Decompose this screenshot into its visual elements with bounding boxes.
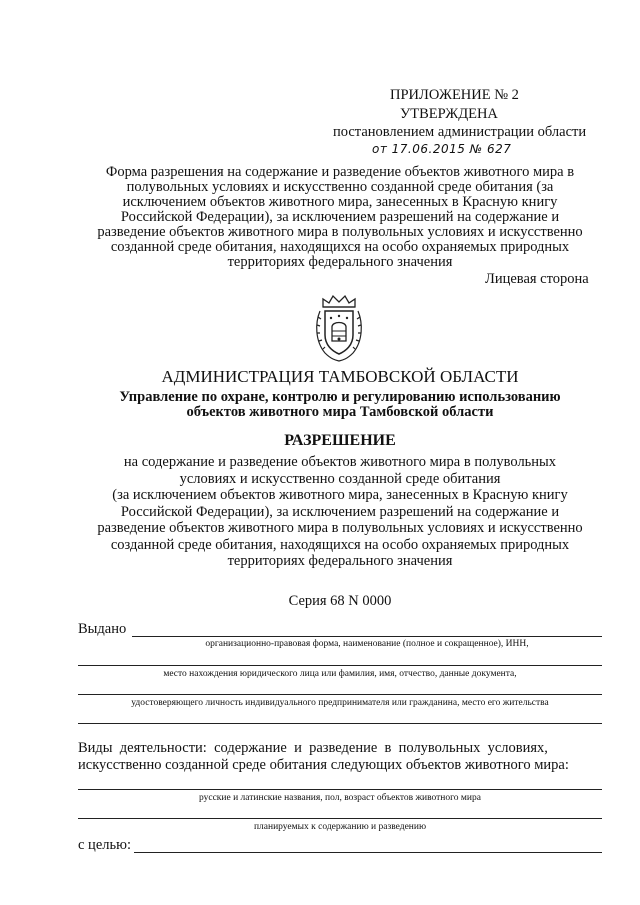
permit-subtitle-line: созданной среде обитания, находящихся на особо охраняемых природных [110,536,570,553]
form-title-line: Российской Федерации), за исключением разрешений на содержание и [120,209,560,225]
permit-subtitle-line: Российской Федерации), за исключением разрешений на содержание и [120,503,560,520]
activity-line: Виды деятельности: содержание и разведение в полувольных условиях, [78,740,548,756]
department-line: Управление по охране, контролю и регулированию использованию [119,389,561,405]
issued-line[interactable] [78,694,602,695]
purpose-line[interactable] [134,852,602,853]
issued-label: Выдано [78,621,127,637]
issued-hint: организационно-правовая форма, наименование (полное и сокращенное), ИНН, [205,639,529,649]
decree-label: постановлением администрации области [333,124,587,140]
department-line: объектов животного мира Тамбовской области [186,404,494,420]
approved-label: УТВЕРЖДЕНА [400,106,498,122]
tambov-coat-of-arms-icon [313,293,365,363]
permit-subtitle-line: на содержание и разведение объектов животного мира в полувольных [123,454,557,470]
appendix-number: ПРИЛОЖЕНИЕ № 2 [390,87,519,103]
species-hint: русские и латинские названия, пол, возраст объектов животного мира [199,793,481,803]
permit-subtitle-line: разведение объектов животного мира в полувольных условиях и искусственно [97,520,583,536]
activity-line: искусственно созданной среде обитания следующих объектов животного мира: [78,757,569,773]
issued-line[interactable] [132,636,602,637]
species-line[interactable] [78,789,602,790]
planned-line[interactable] [78,818,602,819]
permit-title: РАЗРЕШЕНИЕ [284,432,396,449]
purpose-label: с целью: [78,837,131,853]
form-title-line: созданной среде обитания, находящихся на особо охраняемых природных [110,239,570,255]
authority-name: АДМИНИСТРАЦИЯ ТАМБОВСКОЙ ОБЛАСТИ [161,367,519,386]
form-title-line: разведение объектов животного мира в полувольных условиях и искусственно [97,224,583,240]
side-label: Лицевая сторона [485,271,589,287]
issued-line[interactable] [78,723,602,724]
planned-hint: планируемых к содержанию и разведению [253,822,427,832]
department-name [60,390,620,420]
permit-subtitle-line: (за исключением объектов животного мира, занесенных в Красную книгу [112,487,568,503]
permit-subtitle-line: территориях федерального значения [227,553,453,569]
issued-hint: удостоверяющего личность индивидуального предпринимателя или гражданина, место его жительства [131,698,549,708]
form-title [70,165,610,270]
form-title-line: территориях федерального значения [227,254,453,270]
permit-series: Серия 68 N 0000 [288,593,392,609]
form-title-line: исключением объектов животного мира, занесенных в Красную книгу [122,194,558,210]
form-title-line: Форма разрешения на содержание и разведение объектов животного мира в [105,164,575,180]
handwritten-date: от 17.06.2015 № 627 [372,142,512,156]
form-title-line: полувольных условиях и искусственно созданной среде обитания (за [126,179,554,195]
issued-hint: место нахождения юридического лица или фамилия, имя, отчество, данные документа, [163,669,517,679]
permit-subtitle [60,454,620,570]
issued-line[interactable] [78,665,602,666]
permit-subtitle-line: условиях и искусственно созданной среде обитания [179,470,501,487]
